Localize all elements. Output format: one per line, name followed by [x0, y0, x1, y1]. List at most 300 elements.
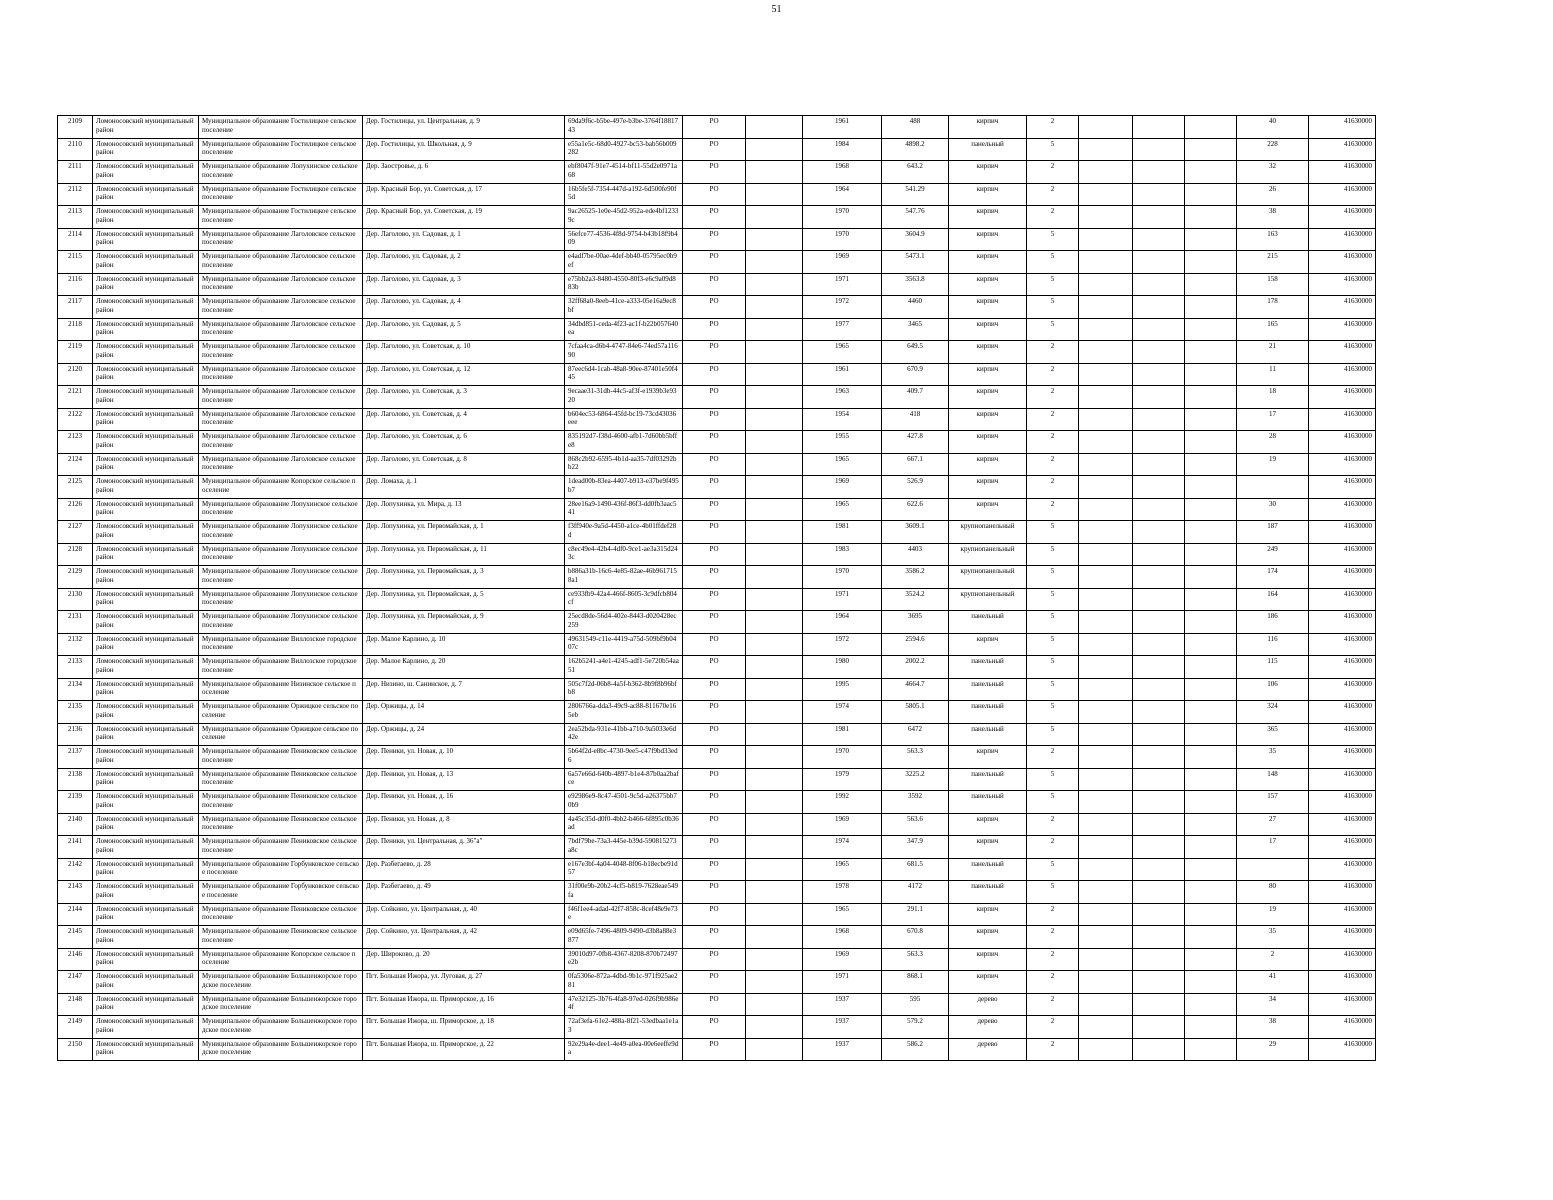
- wall-material-cell: кирпич: [949, 318, 1027, 341]
- empty-cell: [1079, 836, 1133, 859]
- empty-cell: [1079, 1038, 1133, 1061]
- year-built-cell: 1972: [803, 633, 882, 656]
- floors-cell: 2: [1027, 183, 1079, 206]
- program-cell: РО: [683, 363, 746, 386]
- empty-cell: [746, 273, 803, 296]
- municipality-cell: Муниципальное образование Пениковское сельское поселение: [199, 926, 363, 949]
- row-number: 2132: [58, 633, 93, 656]
- area-cell: 291.1: [882, 903, 949, 926]
- program-cell: РО: [683, 138, 746, 161]
- program-cell: РО: [683, 543, 746, 566]
- empty-cell: [1133, 521, 1185, 544]
- row-number: 2126: [58, 498, 93, 521]
- empty-cell: [1079, 206, 1133, 229]
- municipality-cell: Муниципальное образование Лаголовское сельское поселение: [199, 251, 363, 274]
- row-number: 2144: [58, 903, 93, 926]
- wall-material-cell: кирпич: [949, 971, 1027, 994]
- house-guid-cell: 39010d97-0fb8-4367-8208-870b72497e2b: [565, 948, 683, 971]
- address-cell: Дер. Пеники, ул. Центральная, д. 36"а": [363, 836, 565, 859]
- program-cell: РО: [683, 183, 746, 206]
- district-cell: Ломоносовский муниципальный район: [93, 251, 199, 274]
- oktmo-cell: 41630000: [1309, 386, 1376, 409]
- empty-cell: [1079, 183, 1133, 206]
- wall-material-cell: панельный: [949, 768, 1027, 791]
- table-row: [58, 926, 1376, 949]
- residents-cell: 158: [1237, 273, 1309, 296]
- house-guid-cell: 4a45c35d-d0f0-4bb2-b466-6f895c0b36ad: [565, 813, 683, 836]
- empty-cell: [746, 161, 803, 184]
- empty-cell: [1185, 453, 1237, 476]
- empty-cell: [1079, 296, 1133, 319]
- empty-cell: [1133, 138, 1185, 161]
- empty-cell: [1079, 318, 1133, 341]
- year-built-cell: 1969: [803, 251, 882, 274]
- municipality-cell: Муниципальное образование Лопухинское сельское поселение: [199, 588, 363, 611]
- house-guid-cell: 69da9f6c-b5be-497e-b3be-3764f1881743: [565, 116, 683, 139]
- oktmo-cell: 41630000: [1309, 228, 1376, 251]
- address-cell: Дер. Разбегаево, д. 28: [363, 858, 565, 881]
- oktmo-cell: 41630000: [1309, 971, 1376, 994]
- residents-cell: 28: [1237, 431, 1309, 454]
- empty-cell: [1079, 476, 1133, 499]
- year-built-cell: 1965: [803, 453, 882, 476]
- residents-cell: 164: [1237, 588, 1309, 611]
- area-cell: 347.9: [882, 836, 949, 859]
- area-cell: 681.5: [882, 858, 949, 881]
- house-guid-cell: 32ff68a0-8eeb-41ce-a333-05e16a9ec8bf: [565, 296, 683, 319]
- residents-cell: 2: [1237, 948, 1309, 971]
- year-built-cell: 1971: [803, 588, 882, 611]
- empty-cell: [1185, 341, 1237, 364]
- empty-cell: [1133, 476, 1185, 499]
- row-number: 2128: [58, 543, 93, 566]
- municipality-cell: Муниципальное образование Гостилицкое сельское поселение: [199, 138, 363, 161]
- house-guid-cell: 28ee16a9-1490-436f-86f3-dd0fb3aac541: [565, 498, 683, 521]
- row-number: 2117: [58, 296, 93, 319]
- municipality-cell: Муниципальное образование Лаголовское сельское поселение: [199, 386, 363, 409]
- oktmo-cell: 41630000: [1309, 363, 1376, 386]
- empty-cell: [1133, 588, 1185, 611]
- district-cell: Ломоносовский муниципальный район: [93, 993, 199, 1016]
- oktmo-cell: 41630000: [1309, 566, 1376, 589]
- area-cell: 622.6: [882, 498, 949, 521]
- area-cell: 2594.6: [882, 633, 949, 656]
- program-cell: РО: [683, 116, 746, 139]
- area-cell: 4664.7: [882, 678, 949, 701]
- empty-cell: [746, 813, 803, 836]
- empty-cell: [1133, 1016, 1185, 1039]
- empty-cell: [1133, 251, 1185, 274]
- empty-cell: [1079, 273, 1133, 296]
- address-cell: Дер. Заостровье, д. 6: [363, 161, 565, 184]
- wall-material-cell: кирпич: [949, 903, 1027, 926]
- oktmo-cell: 41630000: [1309, 881, 1376, 904]
- empty-cell: [1185, 363, 1237, 386]
- row-number: 2111: [58, 161, 93, 184]
- area-cell: 427.8: [882, 431, 949, 454]
- residents-cell: 21: [1237, 341, 1309, 364]
- district-cell: Ломоносовский муниципальный район: [93, 813, 199, 836]
- year-built-cell: 1969: [803, 813, 882, 836]
- table-row: [58, 633, 1376, 656]
- empty-cell: [1185, 993, 1237, 1016]
- program-cell: РО: [683, 881, 746, 904]
- oktmo-cell: 41630000: [1309, 498, 1376, 521]
- area-cell: 3465: [882, 318, 949, 341]
- house-guid-cell: 34dbd851-ceda-4f23-ac1f-b22b057640ea: [565, 318, 683, 341]
- address-cell: Дер. Лаголово, ул. Советская, д. 3: [363, 386, 565, 409]
- year-built-cell: 1961: [803, 363, 882, 386]
- address-cell: Дер. Красный Бор, ул. Советская, д. 19: [363, 206, 565, 229]
- year-built-cell: 1964: [803, 183, 882, 206]
- district-cell: Ломоносовский муниципальный район: [93, 543, 199, 566]
- district-cell: Ломоносовский муниципальный район: [93, 858, 199, 881]
- empty-cell: [746, 678, 803, 701]
- area-cell: 670.8: [882, 926, 949, 949]
- program-cell: РО: [683, 498, 746, 521]
- floors-cell: 2: [1027, 993, 1079, 1016]
- empty-cell: [1133, 116, 1185, 139]
- residents-cell: 163: [1237, 228, 1309, 251]
- empty-cell: [746, 768, 803, 791]
- table-row: [58, 903, 1376, 926]
- empty-cell: [1079, 926, 1133, 949]
- district-cell: Ломоносовский муниципальный район: [93, 318, 199, 341]
- wall-material-cell: кирпич: [949, 476, 1027, 499]
- wall-material-cell: панельный: [949, 678, 1027, 701]
- row-number: 2121: [58, 386, 93, 409]
- row-number: 2123: [58, 431, 93, 454]
- empty-cell: [746, 228, 803, 251]
- district-cell: Ломоносовский муниципальный район: [93, 746, 199, 769]
- district-cell: Ломоносовский муниципальный район: [93, 768, 199, 791]
- residents-cell: 157: [1237, 791, 1309, 814]
- row-number: 2148: [58, 993, 93, 1016]
- empty-cell: [1133, 296, 1185, 319]
- address-cell: Дер. Лаголово, ул. Садовая, д. 2: [363, 251, 565, 274]
- municipality-cell: Муниципальное образование Лопухинское сельское поселение: [199, 543, 363, 566]
- empty-cell: [1079, 881, 1133, 904]
- empty-cell: [746, 386, 803, 409]
- wall-material-cell: кирпич: [949, 836, 1027, 859]
- empty-cell: [1079, 768, 1133, 791]
- wall-material-cell: крупнопанельный: [949, 566, 1027, 589]
- year-built-cell: 1969: [803, 948, 882, 971]
- empty-cell: [1185, 431, 1237, 454]
- row-number: 2143: [58, 881, 93, 904]
- empty-cell: [1133, 723, 1185, 746]
- oktmo-cell: 41630000: [1309, 1038, 1376, 1061]
- residents-cell: 27: [1237, 813, 1309, 836]
- district-cell: Ломоносовский муниципальный район: [93, 1038, 199, 1061]
- year-built-cell: 1969: [803, 476, 882, 499]
- program-cell: РО: [683, 611, 746, 634]
- year-built-cell: 1974: [803, 836, 882, 859]
- house-guid-cell: 1dead00b-83ea-4407-b913-e37be9f495b7: [565, 476, 683, 499]
- empty-cell: [1079, 903, 1133, 926]
- empty-cell: [746, 453, 803, 476]
- address-cell: Дер. Пеники, ул. Новая, д. 8: [363, 813, 565, 836]
- program-cell: РО: [683, 903, 746, 926]
- wall-material-cell: кирпич: [949, 926, 1027, 949]
- residents-cell: 174: [1237, 566, 1309, 589]
- wall-material-cell: кирпич: [949, 161, 1027, 184]
- oktmo-cell: 41630000: [1309, 633, 1376, 656]
- empty-cell: [1079, 251, 1133, 274]
- table-row: [58, 206, 1376, 229]
- program-cell: РО: [683, 633, 746, 656]
- table-row: [58, 746, 1376, 769]
- empty-cell: [1079, 971, 1133, 994]
- residents-cell: 40: [1237, 116, 1309, 139]
- house-guid-cell: 2ea52bda-931e-41bb-a710-9a5033e6d42e: [565, 723, 683, 746]
- oktmo-cell: 41630000: [1309, 926, 1376, 949]
- program-cell: РО: [683, 341, 746, 364]
- row-number: 2116: [58, 273, 93, 296]
- empty-cell: [1185, 633, 1237, 656]
- empty-cell: [1185, 183, 1237, 206]
- municipality-cell: Муниципальное образование Гостилицкое сельское поселение: [199, 183, 363, 206]
- empty-cell: [1079, 161, 1133, 184]
- house-guid-cell: b886a31b-16c6-4e85-82ae-46b9617158a1: [565, 566, 683, 589]
- table-row: [58, 678, 1376, 701]
- residents-cell: 249: [1237, 543, 1309, 566]
- floors-cell: 5: [1027, 723, 1079, 746]
- residents-cell: 19: [1237, 903, 1309, 926]
- program-cell: РО: [683, 453, 746, 476]
- empty-cell: [1133, 566, 1185, 589]
- empty-cell: [1133, 701, 1185, 724]
- residents-cell: 17: [1237, 408, 1309, 431]
- empty-cell: [1185, 206, 1237, 229]
- empty-cell: [1079, 116, 1133, 139]
- wall-material-cell: кирпич: [949, 296, 1027, 319]
- oktmo-cell: 41630000: [1309, 251, 1376, 274]
- house-guid-cell: c8ec49e4-42b4-4df0-9ce1-ae3a315d243c: [565, 543, 683, 566]
- address-cell: Дер. Низино, ш. Санинское, д. 7: [363, 678, 565, 701]
- year-built-cell: 1984: [803, 138, 882, 161]
- floors-cell: 5: [1027, 701, 1079, 724]
- row-number: 2129: [58, 566, 93, 589]
- row-number: 2120: [58, 363, 93, 386]
- wall-material-cell: кирпич: [949, 948, 1027, 971]
- district-cell: Ломоносовский муниципальный район: [93, 206, 199, 229]
- area-cell: 526.9: [882, 476, 949, 499]
- empty-cell: [1133, 791, 1185, 814]
- empty-cell: [1079, 431, 1133, 454]
- municipality-cell: Муниципальное образование Лаголовское сельское поселение: [199, 431, 363, 454]
- table-row: [58, 656, 1376, 679]
- year-built-cell: 1965: [803, 498, 882, 521]
- area-cell: 563.3: [882, 746, 949, 769]
- municipality-cell: Муниципальное образование Горбунковское сельское поселение: [199, 858, 363, 881]
- empty-cell: [1185, 408, 1237, 431]
- program-cell: РО: [683, 678, 746, 701]
- empty-cell: [1185, 476, 1237, 499]
- area-cell: 3225.2: [882, 768, 949, 791]
- year-built-cell: 1937: [803, 1016, 882, 1039]
- house-guid-cell: f3ff940e-9a5d-4450-a1ce-4b01ffdef28d: [565, 521, 683, 544]
- table-row: [58, 1038, 1376, 1061]
- row-number: 2112: [58, 183, 93, 206]
- municipality-cell: Муниципальное образование Оржицкое сельское поселение: [199, 701, 363, 724]
- area-cell: 418: [882, 408, 949, 431]
- house-guid-cell: e75bb2a3-8480-4550-80f3-e6c9a09d883b: [565, 273, 683, 296]
- year-built-cell: 1968: [803, 926, 882, 949]
- empty-cell: [746, 633, 803, 656]
- empty-cell: [1185, 588, 1237, 611]
- floors-cell: 2: [1027, 431, 1079, 454]
- row-number: 2133: [58, 656, 93, 679]
- wall-material-cell: кирпич: [949, 746, 1027, 769]
- empty-cell: [1133, 206, 1185, 229]
- empty-cell: [1185, 881, 1237, 904]
- house-guid-cell: e92986e9-8c47-4501-9c5d-a26375bb70b9: [565, 791, 683, 814]
- empty-cell: [1133, 498, 1185, 521]
- empty-cell: [1133, 858, 1185, 881]
- house-guid-cell: 7cfaa4ca-d6b4-4747-84e6-74ed57a11690: [565, 341, 683, 364]
- floors-cell: 2: [1027, 363, 1079, 386]
- table-row: [58, 1016, 1376, 1039]
- year-built-cell: 1981: [803, 521, 882, 544]
- area-cell: 595: [882, 993, 949, 1016]
- empty-cell: [1185, 678, 1237, 701]
- house-guid-cell: 87eec6d4-1cab-48a8-90ee-87401e50f445: [565, 363, 683, 386]
- wall-material-cell: дерево: [949, 993, 1027, 1016]
- residents-cell: 116: [1237, 633, 1309, 656]
- address-cell: Дер. Сойкино, ул. Центральная, д. 42: [363, 926, 565, 949]
- oktmo-cell: 41630000: [1309, 183, 1376, 206]
- residents-cell: 35: [1237, 746, 1309, 769]
- house-guid-cell: e4adf7be-00ae-4def-bb40-05795ec0b9ef: [565, 251, 683, 274]
- district-cell: Ломоносовский муниципальный район: [93, 431, 199, 454]
- oktmo-cell: 41630000: [1309, 948, 1376, 971]
- wall-material-cell: кирпич: [949, 633, 1027, 656]
- row-number: 2150: [58, 1038, 93, 1061]
- floors-cell: 2: [1027, 386, 1079, 409]
- year-built-cell: 1965: [803, 903, 882, 926]
- oktmo-cell: 41630000: [1309, 206, 1376, 229]
- oktmo-cell: 41630000: [1309, 588, 1376, 611]
- municipality-cell: Муниципальное образование Гостилицкое сельское поселение: [199, 206, 363, 229]
- empty-cell: [1133, 971, 1185, 994]
- residents-cell: 324: [1237, 701, 1309, 724]
- empty-cell: [746, 836, 803, 859]
- program-cell: РО: [683, 228, 746, 251]
- year-built-cell: 1965: [803, 341, 882, 364]
- residents-cell: 215: [1237, 251, 1309, 274]
- floors-cell: 5: [1027, 588, 1079, 611]
- address-cell: Дер. Разбегаево, д. 49: [363, 881, 565, 904]
- residents-cell: 187: [1237, 521, 1309, 544]
- wall-material-cell: кирпич: [949, 813, 1027, 836]
- area-cell: 409.7: [882, 386, 949, 409]
- residents-cell: 34: [1237, 993, 1309, 1016]
- district-cell: Ломоносовский муниципальный район: [93, 521, 199, 544]
- floors-cell: 2: [1027, 948, 1079, 971]
- area-cell: 4403: [882, 543, 949, 566]
- municipality-cell: Муниципальное образование Пениковское сельское поселение: [199, 746, 363, 769]
- year-built-cell: 1971: [803, 273, 882, 296]
- housing-registry-table: [57, 115, 1376, 1061]
- residents-cell: 178: [1237, 296, 1309, 319]
- empty-cell: [1133, 881, 1185, 904]
- empty-cell: [746, 1038, 803, 1061]
- program-cell: РО: [683, 971, 746, 994]
- address-cell: Пгт. Большая Ижора, ул. Луговая, д. 27: [363, 971, 565, 994]
- wall-material-cell: панельный: [949, 858, 1027, 881]
- empty-cell: [1133, 926, 1185, 949]
- empty-cell: [746, 363, 803, 386]
- program-cell: РО: [683, 813, 746, 836]
- empty-cell: [1185, 566, 1237, 589]
- wall-material-cell: кирпич: [949, 431, 1027, 454]
- house-guid-cell: 9ecaae31-31db-44c5-af3f-e1939b3e9320: [565, 386, 683, 409]
- empty-cell: [746, 903, 803, 926]
- municipality-cell: Муниципальное образование Виллозское городское поселение: [199, 633, 363, 656]
- page-number: 51: [771, 4, 782, 15]
- address-cell: Дер. Гостилицы, ул. Центральная, д. 9: [363, 116, 565, 139]
- residents-cell: 115: [1237, 656, 1309, 679]
- area-cell: 3592: [882, 791, 949, 814]
- house-guid-cell: ebf8047f-91e7-4514-bf11-55d2e0971a68: [565, 161, 683, 184]
- municipality-cell: Муниципальное образование Лаголовское сельское поселение: [199, 341, 363, 364]
- empty-cell: [746, 251, 803, 274]
- oktmo-cell: 41630000: [1309, 476, 1376, 499]
- year-built-cell: 1970: [803, 206, 882, 229]
- empty-cell: [1185, 701, 1237, 724]
- district-cell: Ломоносовский муниципальный район: [93, 453, 199, 476]
- empty-cell: [1079, 566, 1133, 589]
- empty-cell: [746, 543, 803, 566]
- house-guid-cell: e167e3bf-4a04-4048-8f06-b18ecbe91d57: [565, 858, 683, 881]
- house-guid-cell: 72af3efa-61e2-488a-8f21-53edbaa1e1a3: [565, 1016, 683, 1039]
- empty-cell: [746, 926, 803, 949]
- empty-cell: [1079, 723, 1133, 746]
- empty-cell: [746, 521, 803, 544]
- oktmo-cell: 41630000: [1309, 768, 1376, 791]
- wall-material-cell: панельный: [949, 611, 1027, 634]
- year-built-cell: 1974: [803, 701, 882, 724]
- program-cell: РО: [683, 476, 746, 499]
- row-number: 2138: [58, 768, 93, 791]
- year-built-cell: 1981: [803, 723, 882, 746]
- empty-cell: [1079, 791, 1133, 814]
- empty-cell: [746, 138, 803, 161]
- program-cell: РО: [683, 926, 746, 949]
- row-number: 2141: [58, 836, 93, 859]
- empty-cell: [1079, 341, 1133, 364]
- empty-cell: [1185, 521, 1237, 544]
- empty-cell: [746, 1016, 803, 1039]
- program-cell: РО: [683, 318, 746, 341]
- empty-cell: [746, 408, 803, 431]
- empty-cell: [1133, 386, 1185, 409]
- table-row: [58, 948, 1376, 971]
- district-cell: Ломоносовский муниципальный район: [93, 138, 199, 161]
- floors-cell: 5: [1027, 273, 1079, 296]
- wall-material-cell: кирпич: [949, 408, 1027, 431]
- address-cell: Дер. Лопухинка, ул. Первомайская, д. 9: [363, 611, 565, 634]
- district-cell: Ломоносовский муниципальный район: [93, 116, 199, 139]
- district-cell: Ломоносовский муниципальный район: [93, 611, 199, 634]
- residents-cell: 35: [1237, 926, 1309, 949]
- empty-cell: [746, 183, 803, 206]
- empty-cell: [1185, 543, 1237, 566]
- municipality-cell: Муниципальное образование Большеижорское городское поселение: [199, 1038, 363, 1061]
- address-cell: Дер. Пеники, ул. Новая, д. 16: [363, 791, 565, 814]
- wall-material-cell: дерево: [949, 1038, 1027, 1061]
